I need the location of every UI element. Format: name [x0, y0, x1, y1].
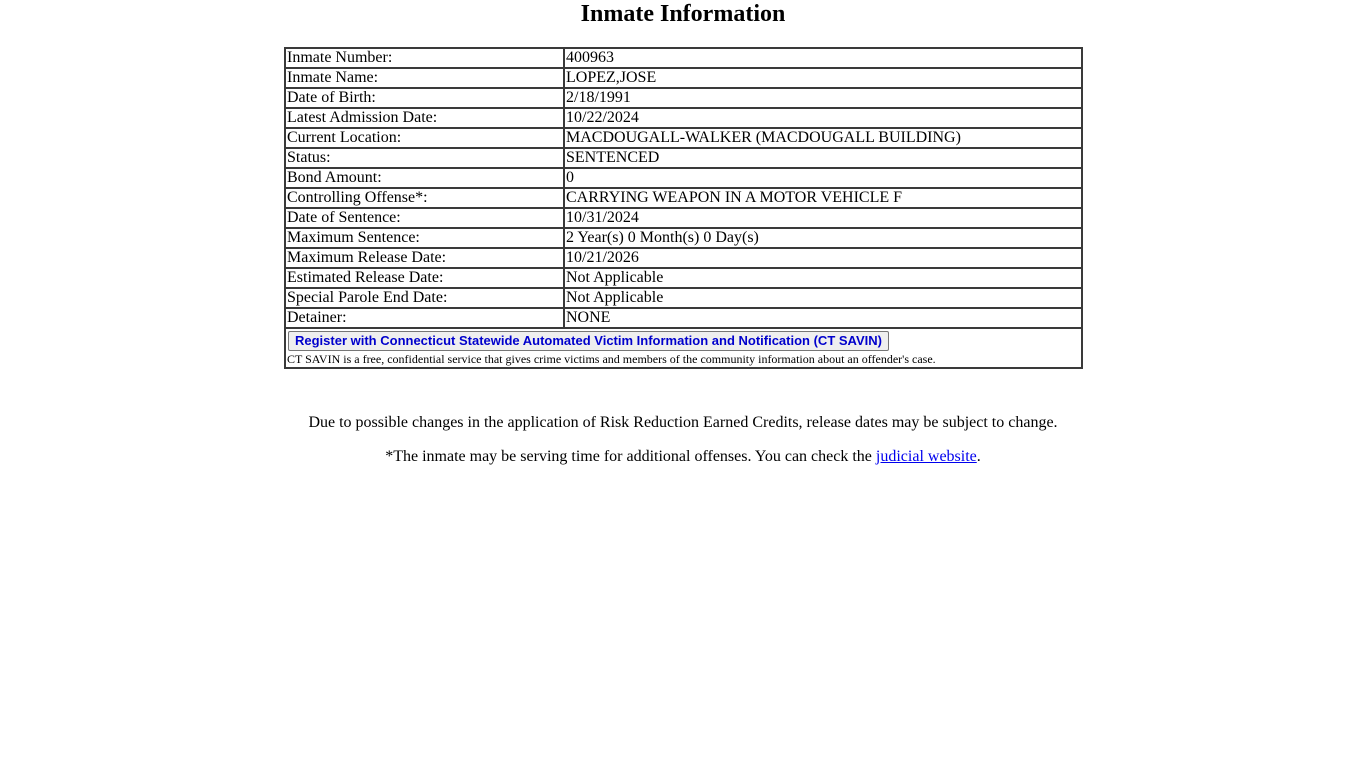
table-row-latest-admission-date — [285, 108, 1082, 128]
row-label: Current Location: — [285, 128, 564, 148]
row-value: CARRYING WEAPON IN A MOTOR VEHICLE F — [564, 188, 1082, 208]
table-row-status — [285, 148, 1082, 168]
row-value: 10/22/2024 — [564, 108, 1082, 128]
table-row-date-of-birth — [285, 88, 1082, 108]
row-value: Not Applicable — [564, 288, 1082, 308]
row-value: LOPEZ,JOSE — [564, 68, 1082, 88]
row-label: Controlling Offense*: — [285, 188, 564, 208]
page-title: Inmate Information — [580, 1, 786, 27]
row-value: 2/18/1991 — [564, 88, 1082, 108]
row-value: 0 — [564, 168, 1082, 188]
table-row-date-of-sentence — [285, 208, 1082, 228]
row-value: NONE — [564, 308, 1082, 328]
table-row-maximum-release-date — [285, 248, 1082, 268]
table-row-controlling-offense — [285, 188, 1082, 208]
table-row-inmate-name — [285, 68, 1082, 88]
row-label: Detainer: — [285, 308, 564, 328]
row-value: 2 Year(s) 0 Month(s) 0 Day(s) — [564, 228, 1082, 248]
row-label: Bond Amount: — [285, 168, 564, 188]
table-row-current-location — [285, 128, 1082, 148]
savin-row — [285, 328, 1082, 368]
row-value: 400963 — [564, 48, 1082, 68]
table-row-bond-amount — [285, 168, 1082, 188]
row-label: Status: — [285, 148, 564, 168]
register-savin-button[interactable]: Register with Connecticut Statewide Automated Victim Information and Notification (CT SAVIN) — [288, 331, 889, 351]
row-value: Not Applicable — [564, 268, 1082, 288]
savin-description: CT SAVIN is a free, confidential service that gives crime victims and members of the community information about an offender's case. — [287, 352, 936, 366]
row-label: Date of Birth: — [285, 88, 564, 108]
row-label: Maximum Sentence: — [285, 228, 564, 248]
additional-offenses-suffix: . — [976, 448, 981, 465]
judicial-website-link[interactable]: judicial website — [875, 448, 977, 465]
risk-reduction-note: Due to possible changes in the application of Risk Reduction Earned Credits, release dates may be subject to change. — [308, 414, 1058, 431]
inmate-info-table — [284, 47, 1083, 369]
row-label: Date of Sentence: — [285, 208, 564, 228]
additional-offenses-note — [0, 446, 1366, 468]
row-value: 10/21/2026 — [564, 248, 1082, 268]
table-row-inmate-number — [285, 48, 1082, 68]
table-row-maximum-sentence — [285, 228, 1082, 248]
row-value: MACDOUGALL-WALKER (MACDOUGALL BUILDING) — [564, 128, 1082, 148]
row-value: SENTENCED — [564, 148, 1082, 168]
additional-offenses-text: *The inmate may be serving time for additional offenses. You can check the — [385, 448, 876, 465]
row-label: Inmate Name: — [285, 68, 564, 88]
row-label: Special Parole End Date: — [285, 288, 564, 308]
table-row-detainer — [285, 308, 1082, 328]
table-row-estimated-release-date — [285, 268, 1082, 288]
row-value: 10/31/2024 — [564, 208, 1082, 228]
row-label: Latest Admission Date: — [285, 108, 564, 128]
row-label: Maximum Release Date: — [285, 248, 564, 268]
row-label: Estimated Release Date: — [285, 268, 564, 288]
table-row-special-parole-end-date — [285, 288, 1082, 308]
row-label: Inmate Number: — [285, 48, 564, 68]
savin-cell — [285, 328, 1082, 368]
notes-section — [0, 412, 1366, 468]
